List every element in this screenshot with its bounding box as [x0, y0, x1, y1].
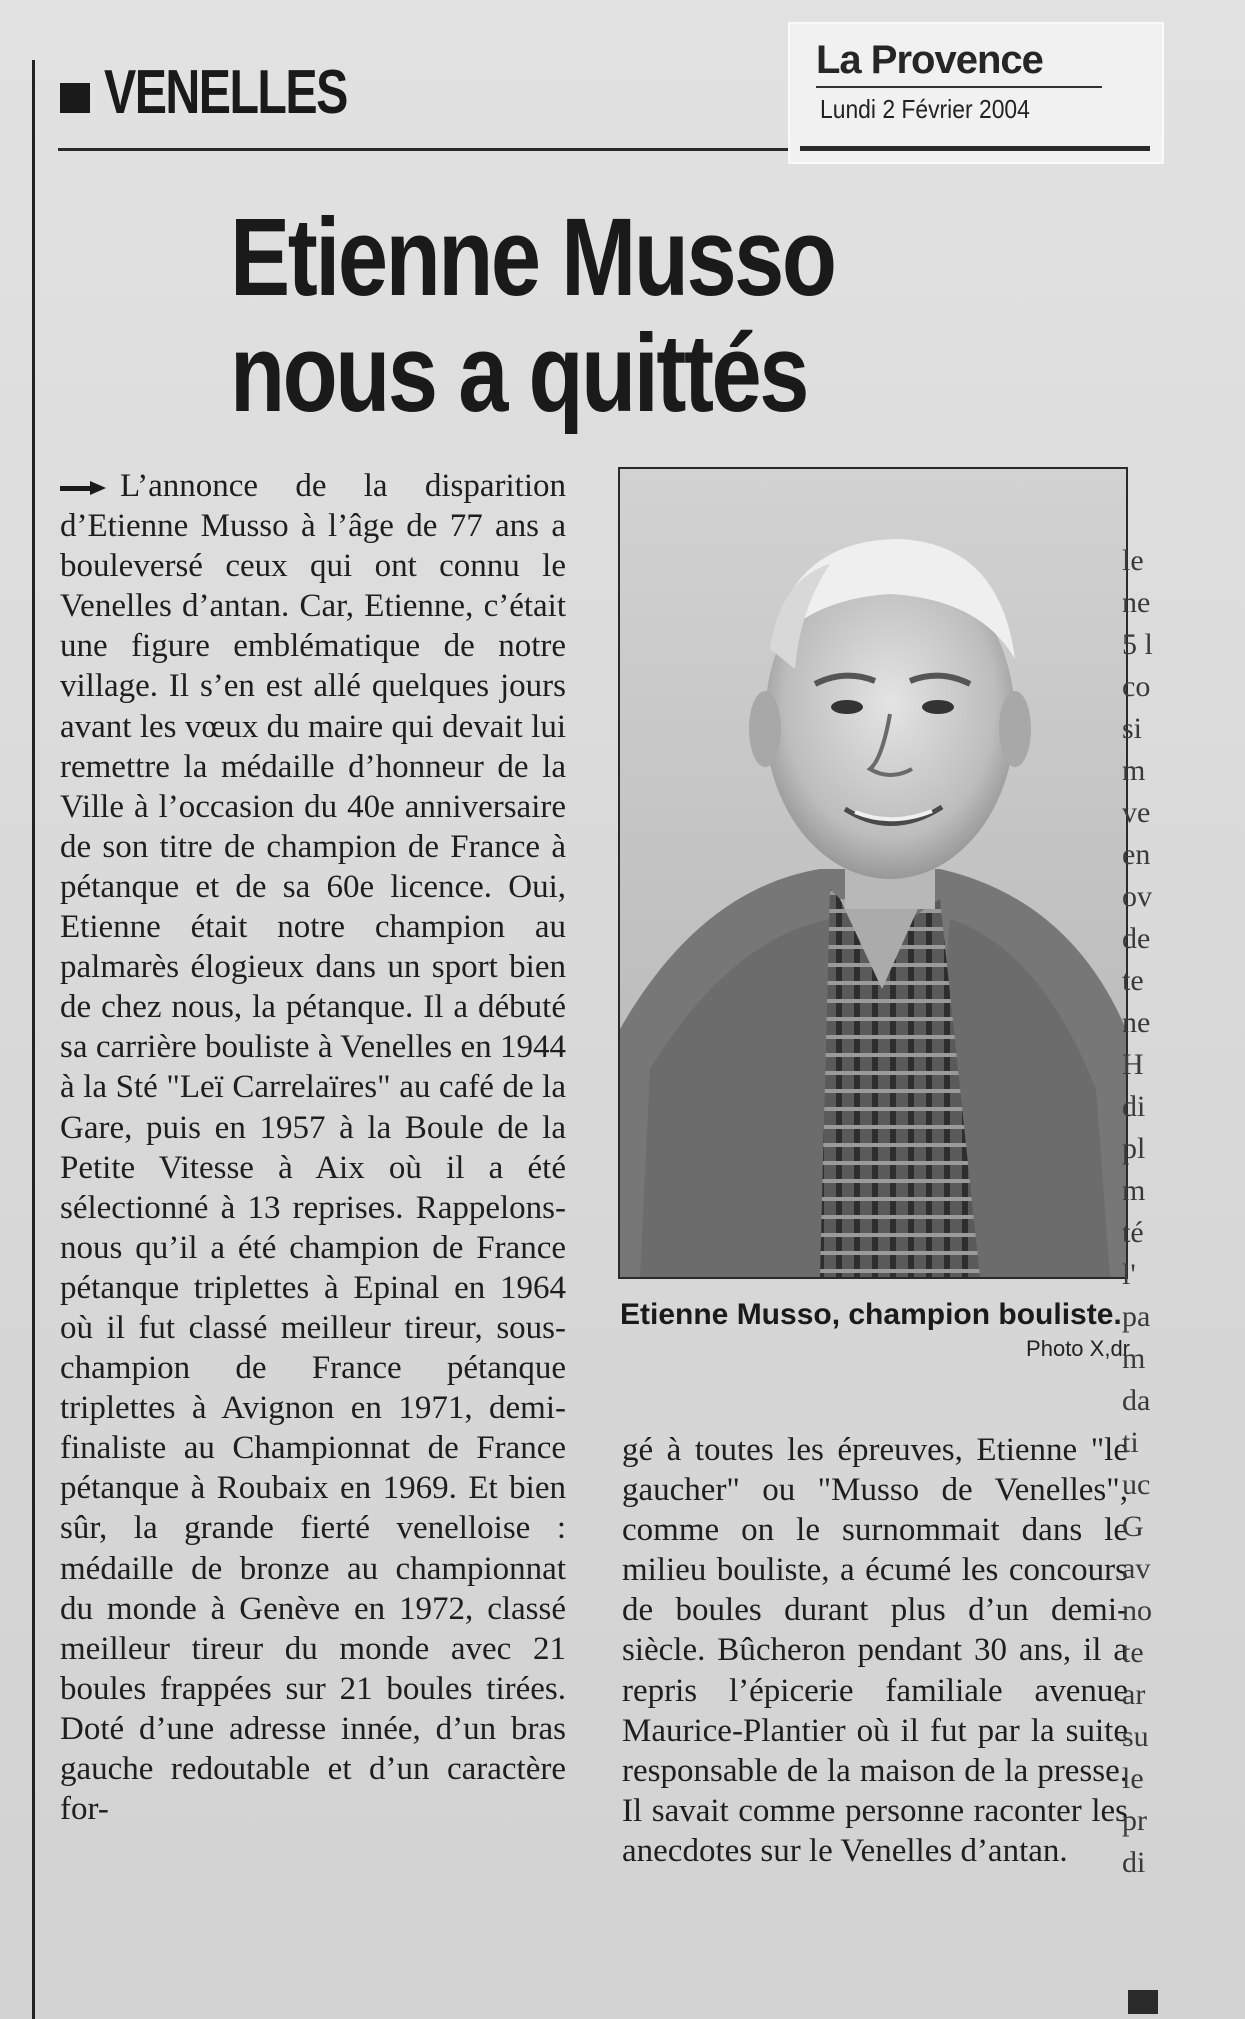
portrait-image — [620, 469, 1126, 1277]
caption-text: Etienne Musso, champion bouliste. — [620, 1298, 1122, 1331]
article-text-right: gé à toutes les épreuves, Etienne "le gaucher" ou "Musso de Venelles", comme on le surnommait dans le milieu bouliste, a écumé les concours de boules durant plus d’un demi-siècle. Bûcheron pendant 30 ans, il a repris l’épicerie familiale avenue Maurice-Plantier où il fut par la suite responsable de la maison de la presse. Il savait comme personne raconter les anecdotes sur le Venelles d’antan. — [622, 1432, 1128, 1869]
fragment: pa — [1122, 1300, 1151, 1333]
fragment: m — [1122, 1342, 1146, 1375]
fragment: ti — [1122, 1426, 1139, 1459]
fragment: ne — [1122, 586, 1151, 619]
column-rule — [32, 60, 35, 2019]
newspaper-name: La Provence — [816, 38, 1043, 82]
article-column-left — [60, 466, 566, 1829]
fragment: di — [1122, 1090, 1146, 1123]
fragment: m — [1122, 1174, 1146, 1207]
fragment: av — [1122, 1552, 1151, 1585]
photo-caption — [620, 1298, 1132, 1361]
fragment: pr — [1122, 1804, 1147, 1837]
article-text-left: L’annonce de la disparition d’Etienne Musso à l’âge de 77 ans a bouleversé ceux qui ont connu le Venelles d’antan. Car, Etienne, c’était une figure emblématique de notre village. Il s’en est allé quelques jours avant les vœux du maire qui devait lui remettre la médaille d’honneur de la Ville à l’occasion du 40e anniversaire de son titre de champion de France à pétanque et de sa 60e licence. Oui, Etienne était notre champion au palmarès élogieux dans un sport bien de chez nous, la pétanque. Il a débuté sa carrière bouliste à Venelles en 1944 à la Sté "Leï Carrelaïres" au café de la Gare, puis en 1957 à la Boule de la Petite Vitesse à Aix où il a été sélectionné à 13 reprises. Rappelons-nous qu’il a été champion de France pétanque triplettes à Epinal en 1964 où il fut classé meilleur tireur, sous-champion de France pétanque triplettes à Avignon en 1971, demi-finaliste au Championnat de France pétanque à Roubaix en 1969. Et bien sûr, la grande fierté venelloise : médaille de bronze au championnat du monde à Genève en 1972, classé meilleur tireur du monde avec 21 boules frappées sur 21 boules tirées. Doté d’une adresse innée, d’un bras gauche redoutable et d’un caractère for- — [60, 468, 566, 1828]
fragment: uc — [1122, 1468, 1151, 1501]
section-title: VENELLES — [104, 58, 347, 127]
fragment: te — [1122, 1636, 1144, 1669]
fragment: te — [1122, 964, 1144, 997]
adjacent-column-fragments — [1122, 540, 1182, 1884]
headline — [230, 196, 990, 435]
fragment: ar — [1122, 1678, 1146, 1711]
fragment: m — [1122, 754, 1146, 787]
fragment: su — [1122, 1720, 1149, 1753]
photo-credit: Photo X,dr — [1026, 1336, 1130, 1361]
fragment: pl — [1122, 1132, 1146, 1165]
fragment: si — [1122, 712, 1143, 745]
fragment: ne — [1122, 1006, 1151, 1039]
section-header — [60, 58, 415, 127]
fragment: té — [1122, 1216, 1144, 1249]
masthead-rule — [800, 146, 1150, 151]
fragment: 5 l — [1122, 628, 1153, 661]
headline-line-2: nous a quittés — [230, 312, 807, 435]
fragment: de — [1122, 922, 1151, 955]
fragment: ve — [1122, 796, 1151, 829]
fragment: en — [1122, 838, 1151, 871]
fragment: le — [1122, 544, 1144, 577]
fragment: G — [1122, 1510, 1144, 1543]
publication-date: Lundi 2 Février 2004 — [820, 94, 1030, 124]
lead-arrow-icon — [60, 481, 106, 495]
fragment: ov — [1122, 880, 1152, 913]
fragment: di — [1122, 1846, 1146, 1879]
fragment: H — [1122, 1048, 1144, 1081]
newspaper-name-underline — [816, 86, 1102, 88]
fragment: co — [1122, 670, 1151, 703]
section-bullet-icon — [60, 83, 90, 113]
fragment: no — [1122, 1594, 1152, 1627]
article-column-right — [622, 1430, 1128, 1871]
corner-mark-icon — [1128, 1990, 1158, 2014]
portrait-photo — [618, 467, 1128, 1279]
fragment: le — [1122, 1762, 1144, 1795]
fragment: l' — [1122, 1258, 1136, 1291]
masthead — [788, 22, 1164, 164]
fragment: da — [1122, 1384, 1151, 1417]
headline-line-1: Etienne Musso — [230, 196, 835, 319]
